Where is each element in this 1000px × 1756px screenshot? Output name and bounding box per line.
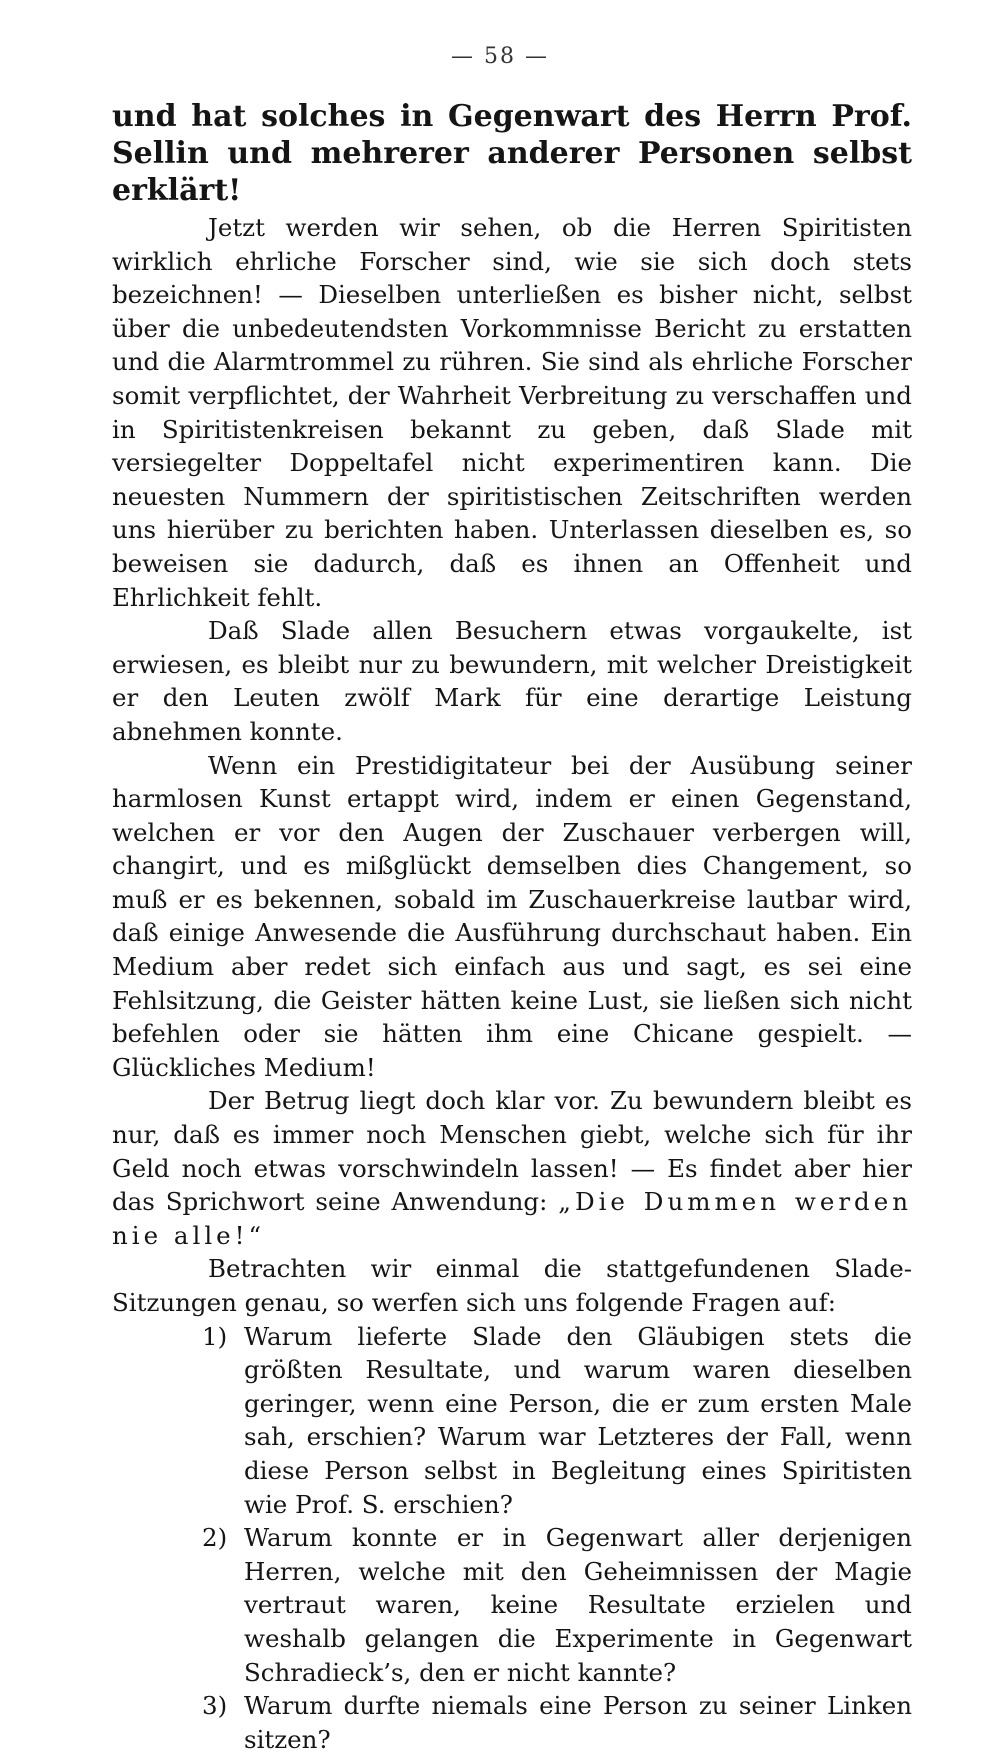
bold-heading: und hat solches in Gegenwart des Herrn Prof. Sellin und mehrerer anderer Personen selbst erklärt! bbox=[112, 99, 912, 208]
question-number: 1) bbox=[202, 1321, 228, 1351]
question-number: 3) bbox=[202, 1691, 228, 1721]
paragraph-4-text: Der Betrug liegt doch klar vor. Zu bewundern bleibt es nur, daß es immer noch Menschen giebt, welche sich für ihr Geld noch etwas vorschwindeln lassen! — Es findet aber hier das Sprichwort seine Anwendung: bbox=[112, 1086, 912, 1217]
page-text bbox=[112, 98, 912, 1756]
page-number: — 58 — bbox=[451, 44, 549, 69]
paragraph-4 bbox=[112, 1084, 912, 1252]
question-text: Warum durfte niemals eine Person zu seiner Linken sitzen? bbox=[244, 1691, 912, 1754]
question-text: Warum konnte er in Gegenwart aller derjenigen Herren, welche mit den Geheimnissen der Magie vertraut waren, keine Resultate erzielen und weshalb gelangen die Experimente in Gegenwart Schradieck’s, den er nicht kannte? bbox=[244, 1523, 912, 1687]
proverb-quote: „Die Dummen werden nie alle!“ bbox=[112, 1187, 912, 1250]
paragraph-1: Jetzt werden wir sehen, ob die Herren Spiritisten wirklich ehrliche Forscher sind, wie sie sich doch stets bezeichnen! — Dieselben unterließen es bisher nicht, selbst über die unbedeutendsten Vorkommnisse Bericht zu erstatten und die Alarmtrommel zu rühren. Sie sind als ehrliche Forscher somit verpflichtet, der Wahrheit Verbreitung zu verschaffen und in Spiritistenkreisen bekannt zu geben, daß Slade mit versiegelter Doppeltafel nicht experimentiren kann. Die neuesten Nummern der spiritistischen Zeitschriften werden uns hierüber zu berichten haben. Unterlassen dieselben es, so beweisen sie dadurch, daß es ihnen an Offenheit und Ehrlichkeit fehlt. bbox=[112, 213, 912, 612]
paragraph-5: Betrachten wir einmal die stattgefundenen Slade-Sitzungen genau, so werfen sich uns folgende Fragen auf: bbox=[112, 1254, 912, 1317]
question-text: Warum lieferte Slade den Gläubigen stets die größten Resultate, und warum waren dieselben geringer, wenn eine Person, die er zum ersten Male sah, erschien? Warum war Letzteres der Fall, wenn diese Person selbst in Begleitung eines Spiritisten wie Prof. S. erschien? bbox=[244, 1321, 912, 1519]
question-number: 2) bbox=[202, 1523, 228, 1553]
list-item bbox=[112, 1521, 912, 1689]
paragraph-2: Daß Slade allen Besuchern etwas vorgaukelte, ist erwiesen, es bleibt nur zu bewundern, mit welcher Dreistigkeit er den Leuten zwölf Mark für eine derartige Leistung abnehmen konnte. bbox=[112, 616, 912, 746]
paragraph-3: Wenn ein Prestidigitateur bei der Ausübung seiner harmlosen Kunst ertappt wird, indem er einen Gegenstand, welchen er vor den Augen der Zuschauer verbergen will, changirt, und es mißglückt demselben dies Changement, so muß er es bekennen, sobald im Zuschauerkreise lautbar wird, daß einige Anwesende die Ausführung durchschaut haben. Ein Medium aber redet sich einfach aus und sagt, es sei eine Fehlsitzung, die Geister hätten keine Lust, sie ließen sich nicht befehlen oder sie hätten ihm eine Chicane gespielt. — Glückliches Medium! bbox=[112, 750, 912, 1082]
list-item bbox=[112, 1320, 912, 1522]
question-list bbox=[112, 1320, 912, 1756]
list-item bbox=[112, 1689, 912, 1756]
